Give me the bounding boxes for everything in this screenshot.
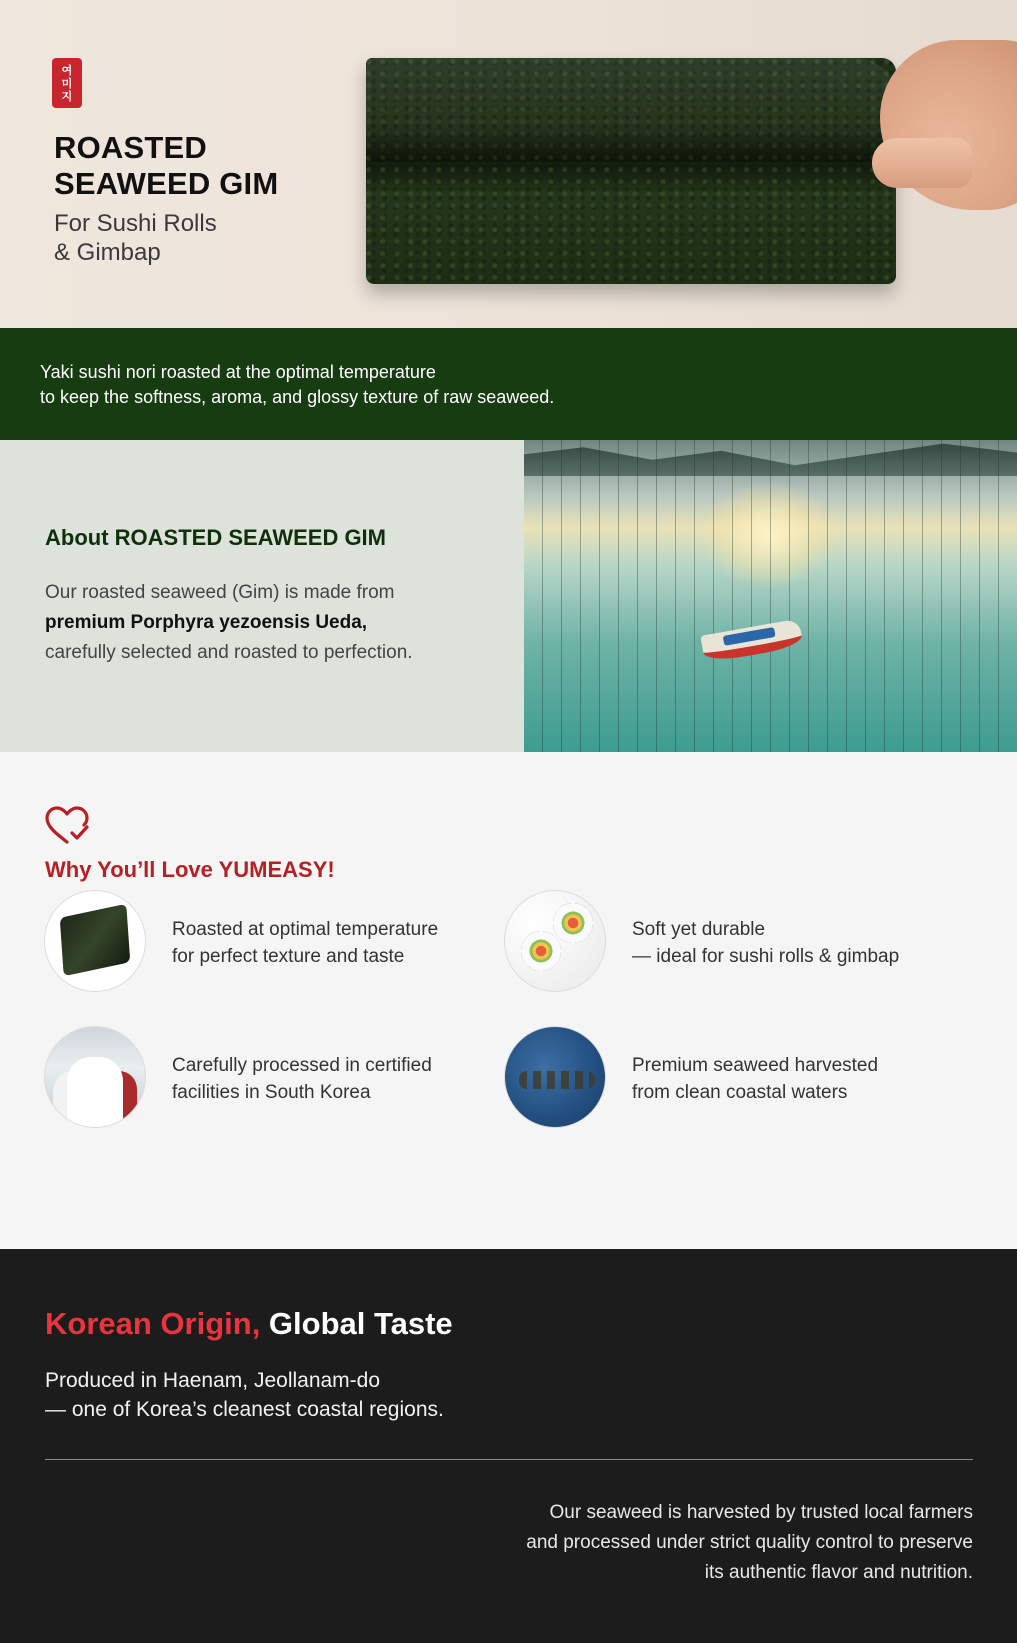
feature-item — [44, 1026, 504, 1130]
closing-line3: its authentic flavor and nutrition. — [704, 1562, 973, 1583]
why-heading: Why You’ll Love YUMEASY! — [45, 857, 335, 882]
hero-subtitle-line1: For Sushi Rolls — [54, 210, 217, 237]
about-text — [45, 578, 505, 668]
logo-glyph-3: 지 — [61, 89, 73, 103]
hero-section — [0, 0, 1017, 328]
farm-poles — [524, 440, 1017, 752]
hero-subtitle — [54, 209, 354, 267]
feature-text: Roasted at optimal temperature for perfect texture and taste — [172, 919, 439, 967]
sushi-roll-icon — [504, 890, 606, 992]
coastal-water-icon — [504, 1026, 606, 1128]
nori-roll-fold — [366, 58, 896, 162]
origin-lead-line1: Produced in Haenam, Jeollanam-do — [45, 1369, 381, 1392]
about-heading: About ROASTED SEAWEED GIM — [45, 525, 386, 550]
origin-heading — [45, 1306, 453, 1342]
about-section — [0, 440, 524, 752]
about-line2-bold: premium Porphyra yezoensis Ueda, — [45, 612, 368, 633]
hero-title-line1: ROASTED — [54, 130, 207, 165]
intro-line2: to keep the softness, aroma, and glossy texture of raw seaweed. — [40, 387, 555, 407]
nori-sheet-icon — [44, 890, 146, 992]
intro-band — [0, 328, 1017, 440]
hero-subtitle-line2: & Gimbap — [54, 239, 161, 266]
feature-text: Carefully processed in certified facilities in South Korea — [172, 1055, 432, 1103]
origin-lead — [45, 1366, 745, 1424]
intro-text — [40, 360, 940, 410]
feature-item — [504, 1026, 964, 1130]
finger-image — [872, 138, 972, 188]
logo-glyph-1: 여 — [61, 63, 73, 77]
about-line3: carefully selected and roasted to perfection. — [45, 642, 413, 663]
feature-text: Soft yet durable — ideal for sushi rolls & gimbap — [632, 919, 900, 967]
divider — [45, 1459, 973, 1460]
why-section — [0, 752, 1017, 1249]
feature-item — [504, 890, 964, 994]
about-line1: Our roasted seaweed (Gim) is made from — [45, 582, 395, 603]
feature-item — [44, 890, 504, 994]
closing-line2: and processed under strict quality control to preserve — [526, 1532, 973, 1553]
origin-heading-red: Korean Origin, — [45, 1306, 261, 1341]
origin-closing — [373, 1498, 973, 1588]
origin-lead-line2: — one of Korea’s cleanest coastal regions. — [45, 1398, 444, 1421]
origin-heading-white: Global Taste — [260, 1306, 453, 1341]
factory-workers-icon — [44, 1026, 146, 1128]
seaweed-farm-photo — [524, 440, 1017, 752]
hero-title — [54, 130, 354, 202]
feature-text: Premium seaweed harvested from clean coastal waters — [632, 1055, 879, 1103]
closing-line1: Our seaweed is harvested by trusted local farmers — [549, 1502, 973, 1523]
hero-title-line2: SEAWEED GIM — [54, 166, 279, 201]
logo-glyph-2: 미 — [61, 76, 73, 90]
origin-section — [0, 1249, 1017, 1643]
heart-check-icon — [44, 806, 90, 846]
brand-logo — [52, 58, 82, 108]
intro-line1: Yaki sushi nori roasted at the optimal temperature — [40, 362, 436, 382]
